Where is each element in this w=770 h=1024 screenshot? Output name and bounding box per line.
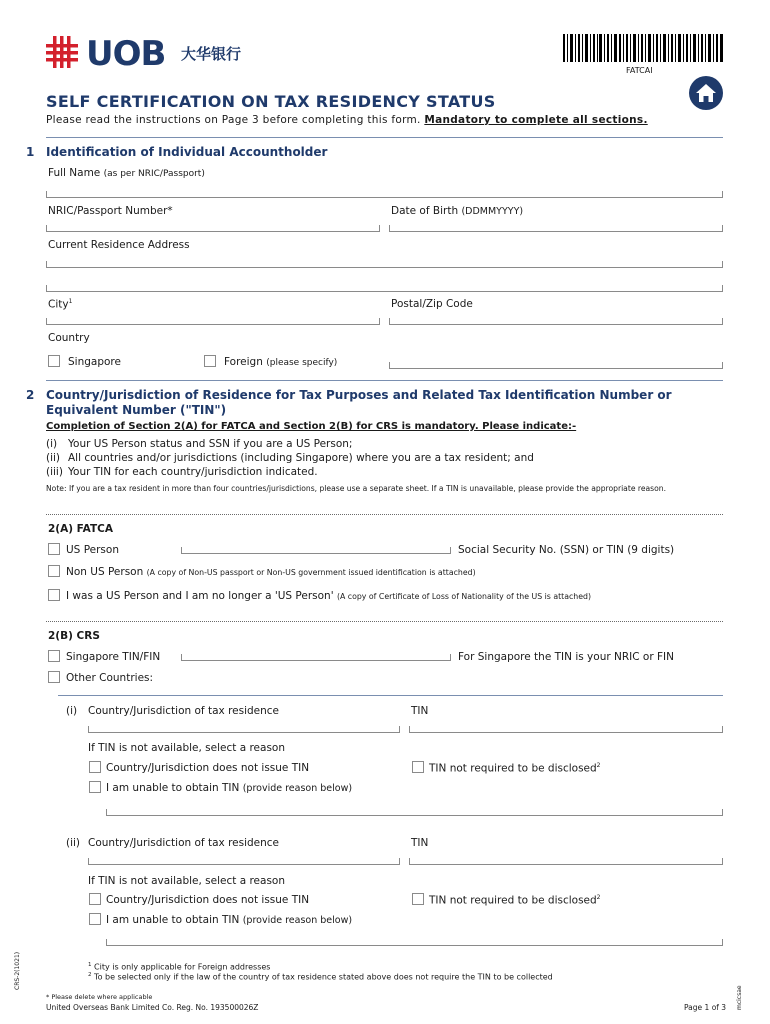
delete-note: * Please delete where applicable xyxy=(46,993,153,1001)
crs-heading: 2(B) CRS xyxy=(48,630,100,642)
reason-text: I am unable to obtain TIN xyxy=(106,914,240,926)
entry-reason-not-required-checkbox[interactable] xyxy=(412,761,424,773)
foreign-label xyxy=(224,356,337,368)
foreign-note: (please specify) xyxy=(266,358,338,368)
section2-title-2: Equivalent Number ("TIN") xyxy=(46,403,227,417)
entry-reason-heading: If TIN is not available, select a reason xyxy=(88,742,285,754)
entry-tin-label: TIN xyxy=(411,705,429,717)
item-num: (i) xyxy=(46,438,58,450)
city-field[interactable] xyxy=(46,315,380,325)
sg-tin-note: For Singapore the TIN is your NRIC or FIN xyxy=(458,651,674,663)
home-icon xyxy=(689,76,723,110)
brand-name: UOB xyxy=(86,34,166,74)
foreign-checkbox[interactable] xyxy=(204,355,216,367)
entry-reason-not-required-checkbox[interactable] xyxy=(412,893,424,905)
section1-number: 1 xyxy=(26,145,35,159)
section1-title: Identification of Individual Accountholder xyxy=(46,145,328,159)
section2-item-3 xyxy=(46,466,318,478)
sg-tin-field[interactable] xyxy=(181,651,451,661)
dob-text: Date of Birth xyxy=(391,205,459,217)
nric-field[interactable] xyxy=(46,222,380,232)
entry-reason-field[interactable] xyxy=(106,806,723,816)
non-us-text: Non US Person xyxy=(66,566,144,578)
reason-text: TIN not required to be disclosed xyxy=(429,894,597,907)
instruction-line xyxy=(46,114,648,126)
city-text: City xyxy=(48,298,69,311)
page-title: SELF CERTIFICATION ON TAX RESIDENCY STATUS xyxy=(46,92,496,111)
entry-reason-heading: If TIN is not available, select a reason xyxy=(88,875,285,887)
country-label: Country xyxy=(48,332,90,344)
entry-reason-no-tin-label: Country/Jurisdiction does not issue TIN xyxy=(106,894,310,906)
section2-number: 2 xyxy=(26,388,35,402)
section1-rule xyxy=(46,380,723,381)
entry-reason-no-tin-label: Country/Jurisdiction does not issue TIN xyxy=(106,762,310,774)
uob-logo-mark xyxy=(46,36,80,68)
dob-label xyxy=(391,205,523,217)
sg-tin-checkbox[interactable] xyxy=(48,650,60,662)
item-text: All countries and/or jurisdictions (including Singapore) where you are a tax resident; and xyxy=(68,452,534,464)
dob-field[interactable] xyxy=(389,222,723,232)
nric-label: NRIC/Passport Number* xyxy=(48,205,173,217)
full-name-text: Full Name xyxy=(48,167,101,179)
entry-reason-no-tin-checkbox[interactable] xyxy=(89,761,101,773)
full-name-field[interactable] xyxy=(46,188,723,198)
was-us-note: (A copy of Certificate of Loss of Nationality of the US is attached) xyxy=(336,592,592,601)
footnote-1-sup: 1 xyxy=(88,962,92,968)
entry-country-field[interactable] xyxy=(88,723,400,733)
sg-tin-label: Singapore TIN/FIN xyxy=(66,651,161,663)
footnote-2-sup: 2 xyxy=(88,972,92,978)
item-num: (iii) xyxy=(46,466,63,478)
singapore-label: Singapore xyxy=(68,356,121,368)
us-person-label: US Person xyxy=(66,544,119,556)
ssn-field[interactable] xyxy=(181,544,451,554)
side-code-left: CRS-2(1021) xyxy=(14,951,21,990)
was-us-text: I was a US Person and I am no longer a 'US Person' xyxy=(66,590,334,602)
entry-reason-unable-label xyxy=(106,782,352,794)
singapore-checkbox[interactable] xyxy=(48,355,60,367)
footnote-2-text: To be selected only if the law of the country of tax residence stated above does not require the TIN to be collected xyxy=(94,972,553,982)
item-text: Your TIN for each country/jurisdiction indicated. xyxy=(68,466,318,478)
section2-completion: Completion of Section 2(A) for FATCA and Section 2(B) for CRS is mandatory. Please indicate:- xyxy=(46,421,577,432)
title-rule xyxy=(46,137,723,138)
ssn-label: Social Security No. (SSN) or TIN (9 digits) xyxy=(458,544,675,556)
reason-note: (provide reason below) xyxy=(242,915,353,926)
address-field-1[interactable] xyxy=(46,258,723,268)
postal-label: Postal/Zip Code xyxy=(391,298,473,310)
barcode xyxy=(563,34,723,62)
address-field-2[interactable] xyxy=(46,282,723,292)
barcode-label: FATCAI xyxy=(626,66,653,75)
postal-field[interactable] xyxy=(389,315,723,325)
barcode-icon xyxy=(563,34,723,62)
other-countries-label: Other Countries: xyxy=(66,672,154,684)
full-name-note: (as per NRIC/Passport) xyxy=(103,169,205,179)
dob-note: (DDMMYYYY) xyxy=(461,206,524,217)
entry-tin-label: TIN xyxy=(411,837,429,849)
footnote-1 xyxy=(88,962,270,972)
entry-tin-field[interactable] xyxy=(409,855,723,865)
reason-text: I am unable to obtain TIN xyxy=(106,782,240,794)
section2-item-1 xyxy=(46,438,352,450)
foreign-field[interactable] xyxy=(389,359,723,369)
entry-country-label: Country/Jurisdiction of tax residence xyxy=(88,837,280,849)
entry-num: (ii) xyxy=(66,837,81,849)
section2-note: Note: If you are a tax resident in more than four countries/jurisdictions, please use a separate sheet. If a TIN is unavailable, please provide the appropriate reason. xyxy=(46,484,667,493)
entry-reason-field[interactable] xyxy=(106,936,723,946)
entry-num: (i) xyxy=(66,705,78,717)
footnote-2 xyxy=(88,972,553,982)
fatca-divider xyxy=(46,514,723,515)
reason-note: (provide reason below) xyxy=(242,783,353,794)
entry-reason-not-required-label xyxy=(429,762,601,775)
entry-tin-field[interactable] xyxy=(409,723,723,733)
entry-reason-unable-checkbox[interactable] xyxy=(89,913,101,925)
instruction-mandatory: Mandatory to complete all sections. xyxy=(424,114,648,126)
item-text: Your US Person status and SSN if you are a US Person; xyxy=(68,438,353,450)
non-us-note: (A copy of Non-US passport or Non-US government issued identification is attached) xyxy=(146,568,476,577)
reason-sup: 2 xyxy=(596,762,601,769)
entry-reason-no-tin-checkbox[interactable] xyxy=(89,893,101,905)
reason-sup: 2 xyxy=(596,894,601,901)
was-us-person-checkbox[interactable] xyxy=(48,589,60,601)
other-countries-checkbox[interactable] xyxy=(48,671,60,683)
entry-reason-not-required-label xyxy=(429,894,601,907)
full-name-label xyxy=(48,167,205,179)
uob-logo xyxy=(46,36,246,72)
fatca-heading: 2(A) FATCA xyxy=(48,523,113,535)
entry-country-field[interactable] xyxy=(88,855,400,865)
reason-text: TIN not required to be disclosed xyxy=(429,762,597,775)
side-code-right: mcicsae xyxy=(736,985,743,1010)
was-us-person-label xyxy=(66,590,591,602)
entry-reason-unable-label xyxy=(106,914,352,926)
city-label xyxy=(48,298,72,311)
company-reg: United Overseas Bank Limited Co. Reg. No. 193500026Z xyxy=(46,1003,259,1012)
address-label: Current Residence Address xyxy=(48,239,190,251)
entry-country-label: Country/Jurisdiction of tax residence xyxy=(88,705,280,717)
us-person-checkbox[interactable] xyxy=(48,543,60,555)
home-button[interactable] xyxy=(689,76,723,110)
crs-entries-rule xyxy=(58,695,723,696)
item-num: (ii) xyxy=(46,452,61,464)
city-sup: 1 xyxy=(68,298,73,305)
non-us-person-checkbox[interactable] xyxy=(48,565,60,577)
section2-item-2 xyxy=(46,452,534,464)
foreign-text: Foreign xyxy=(224,356,263,368)
page-number: Page 1 of 3 xyxy=(684,1003,727,1012)
crs-divider xyxy=(46,621,723,622)
section2-title-1: Country/Jurisdiction of Residence for Tax Purposes and Related Tax Identification Number or xyxy=(46,388,672,402)
footnote-1-text: City is only applicable for Foreign addresses xyxy=(94,962,271,972)
instruction-text: Please read the instructions on Page 3 before completing this form. xyxy=(46,114,421,126)
non-us-person-label xyxy=(66,566,476,578)
brand-chinese: 大华银行 xyxy=(181,45,242,63)
entry-reason-unable-checkbox[interactable] xyxy=(89,781,101,793)
